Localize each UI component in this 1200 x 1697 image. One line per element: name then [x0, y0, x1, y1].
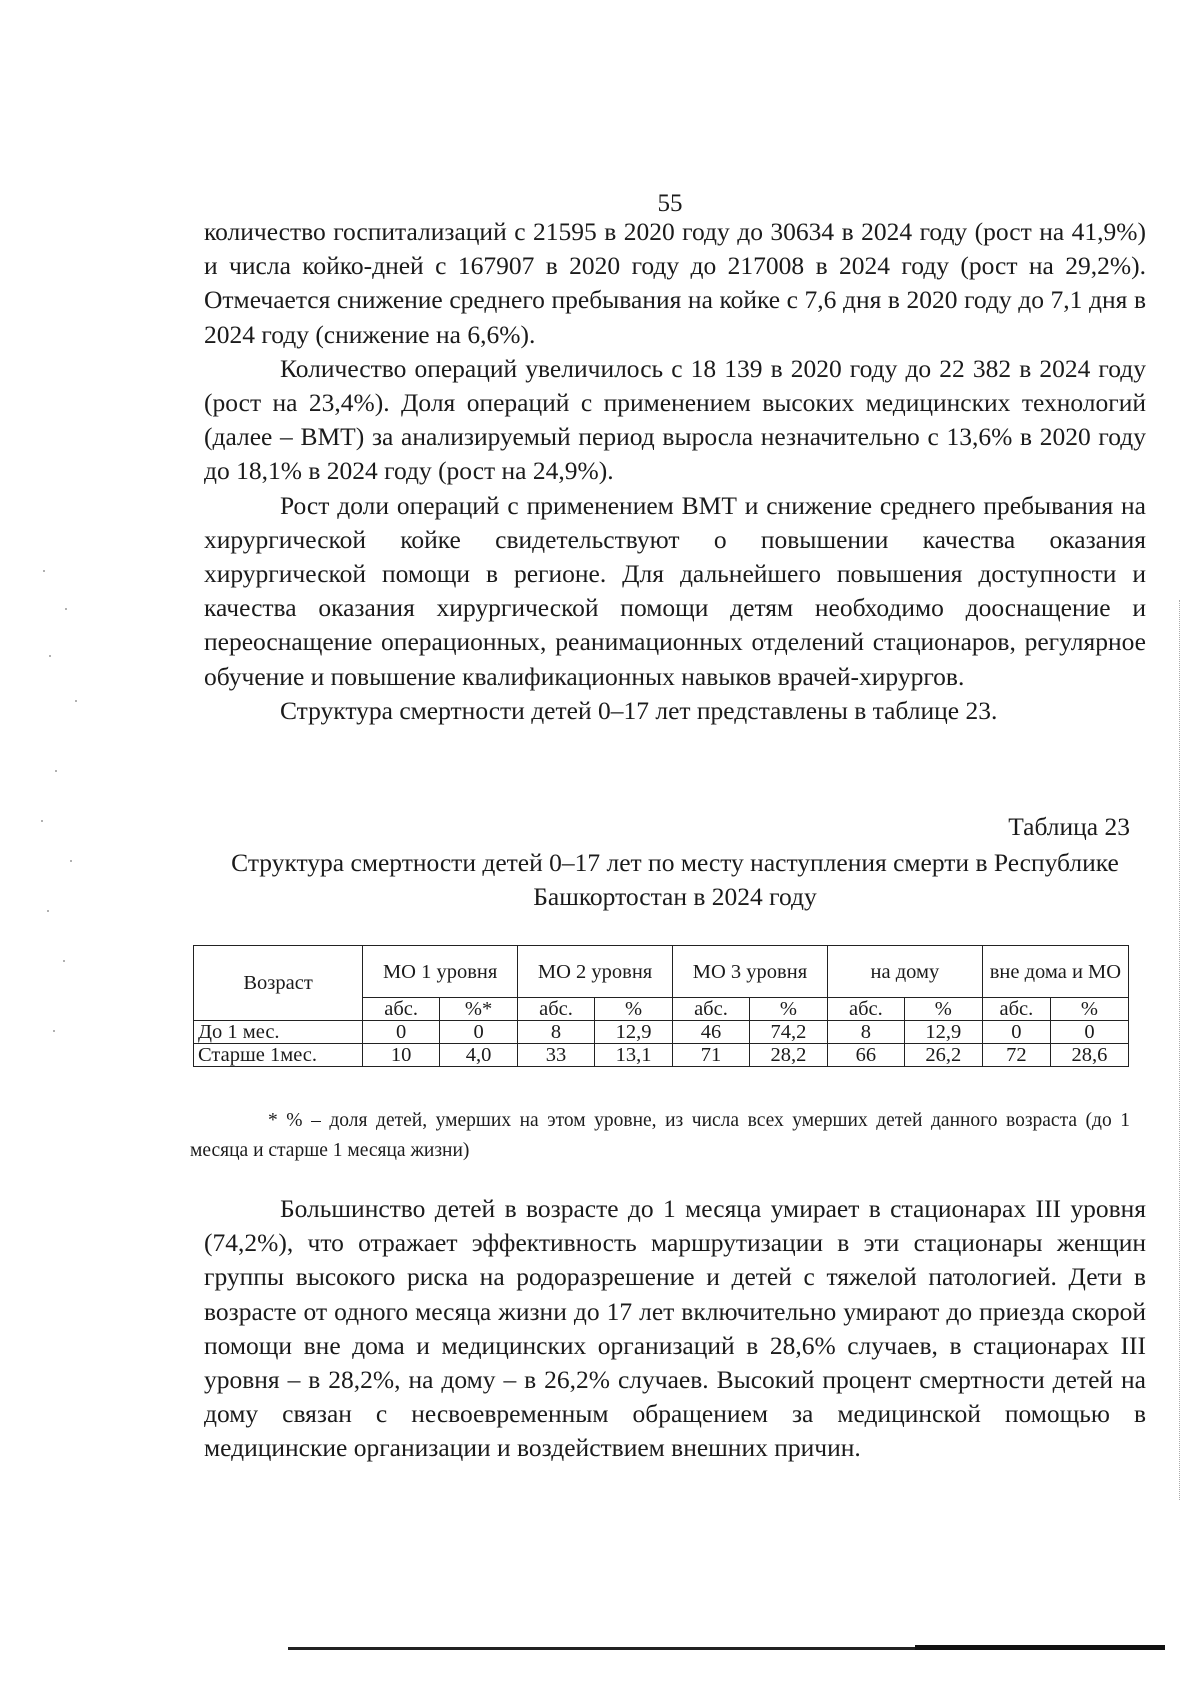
group-header: вне дома и МО — [982, 946, 1128, 998]
table-title: Структура смертности детей 0–17 лет по месту наступления смерти в Республике Башкортостан в 2024 году — [231, 848, 1119, 911]
table-row — [194, 1044, 1129, 1067]
table-cell: 0 — [1050, 1021, 1128, 1044]
table-cell: 12,9 — [904, 1021, 982, 1044]
table-cell: 28,6 — [1050, 1044, 1128, 1067]
subheader: абс. — [982, 998, 1050, 1021]
scan-noise — [35, 560, 95, 1080]
group-header: МО 1 уровня — [363, 946, 518, 998]
table-cell: 4,0 — [440, 1044, 518, 1067]
row-label: До 1 мес. — [194, 1021, 363, 1044]
scan-edge-line — [1179, 600, 1180, 1500]
subheader: абс. — [363, 998, 440, 1021]
subheader: абс. — [673, 998, 750, 1021]
subheader: % — [749, 998, 827, 1021]
subheader: %* — [440, 998, 518, 1021]
subheader: % — [904, 998, 982, 1021]
table-cell: 33 — [518, 1044, 595, 1067]
age-header: Возраст — [194, 946, 363, 1021]
table-cell: 46 — [673, 1021, 750, 1044]
table-cell: 74,2 — [749, 1021, 827, 1044]
table-label: Таблица 23 — [1008, 812, 1130, 841]
table-cell: 13,1 — [595, 1044, 673, 1067]
group-header: МО 2 уровня — [518, 946, 673, 998]
group-header: на дому — [827, 946, 982, 998]
body-text-bottom — [204, 1192, 1146, 1466]
table-cell: 26,2 — [904, 1044, 982, 1067]
table-cell: 71 — [673, 1044, 750, 1067]
table-cell: 72 — [982, 1044, 1050, 1067]
table-cell: 66 — [827, 1044, 904, 1067]
paragraph: количество госпитализаций с 21595 в 2020 году до 30634 в 2024 году (рост на 41,9%) и числа койко-дней с 167907 в 2020 году до 217008 в 2024 году (рост на 29,2%). Отмечается снижение среднего пребывания на койке с 7,6 дня в 2020 году до 7,1 дня в 2024 году (снижение на 6,6%). — [204, 217, 1146, 349]
mortality-table — [193, 945, 1129, 1067]
table-cell: 10 — [363, 1044, 440, 1067]
table-row — [194, 1021, 1129, 1044]
table-footnote — [190, 1106, 1130, 1166]
footnote-text: * % – доля детей, умерших на этом уровне, из числа всех умерших детей данного возраста (до 1 месяца и старше 1 месяца жизни) — [190, 1110, 1130, 1161]
body-text-top — [204, 215, 1146, 728]
bottom-rule — [288, 1647, 1165, 1650]
table-cell: 0 — [363, 1021, 440, 1044]
group-header: МО 3 уровня — [673, 946, 828, 998]
paragraph: Количество операций увеличилось с 18 139 в 2020 году до 22 382 в 2024 году (рост на 23,4%). Доля операций с применением высоких медицинских технологий (далее – ВМТ) за анализируемый период выросла незначительно с 13,6% в 2020 году до 18,1% в 2024 году (рост на 24,9%). — [204, 353, 1146, 486]
subheader: абс. — [518, 998, 595, 1021]
subheader: % — [1050, 998, 1128, 1021]
table-cell: 12,9 — [595, 1021, 673, 1044]
table-cell: 28,2 — [749, 1044, 827, 1067]
row-label: Старше 1мес. — [194, 1044, 363, 1067]
paragraph: Структура смертности детей 0–17 лет представлены в таблице 23. — [280, 695, 998, 725]
subheader: абс. — [827, 998, 904, 1021]
subheader: % — [595, 998, 673, 1021]
paragraph: Рост доли операций с применением ВМТ и снижение среднего пребывания на хирургической койке свидетельствуют о повышении качества оказания хирургической помощи в регионе. Для дальнейшего повышения доступности и качества оказания хирургической помощи детям необходимо дооснащение и переоснащение операционных, реанимационных отделений стационаров, регулярное обучение и повышение квалификационных навыков врачей-хирургов. — [204, 490, 1146, 691]
table-cell: 8 — [518, 1021, 595, 1044]
table-cell: 0 — [982, 1021, 1050, 1044]
page-number: 55 — [657, 190, 683, 217]
table-cell: 8 — [827, 1021, 904, 1044]
table-cell: 0 — [440, 1021, 518, 1044]
paragraph: Большинство детей в возрасте до 1 месяца умирает в стационарах III уровня (74,2%), что отражает эффективность маршрутизации в эти стационары женщин группы высокого риска на родоразрешение и детей с тяжелой патологией. Дети в возрасте от одного месяца жизни до 17 лет включительно умирают до приезда скорой помощи вне дома и медицинских организаций в 28,6% случаев, в стационарах III уровня – в 28,2%, на дому – в 26,2% случаев. Высокий процент смертности детей на дому связан с несвоевременным обращением за медицинской помощью в медицинские организации и воздействием внешних причин. — [204, 1194, 1146, 1463]
